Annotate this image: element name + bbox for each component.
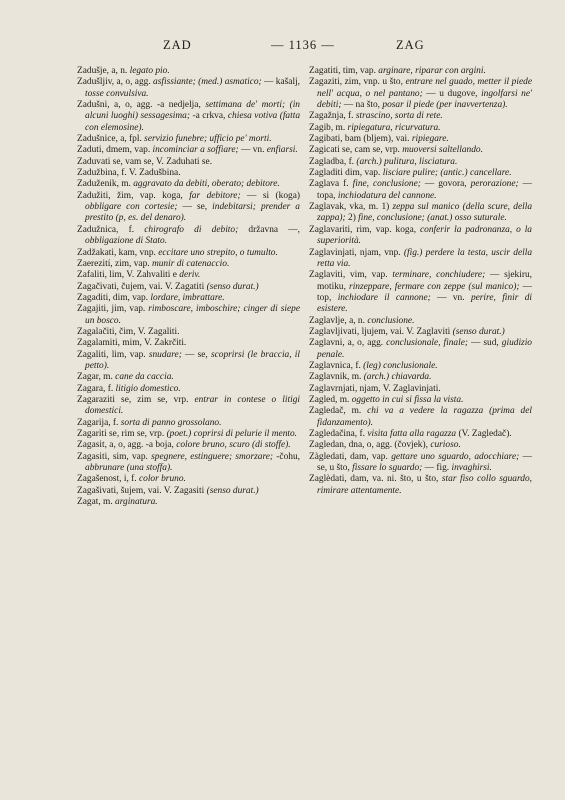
page-number: — 1136 — [271, 38, 335, 52]
entry-text: Zaglèdati, dam, va. ni. što, u što, [309, 474, 442, 485]
entry-definition: entrare nel guado, metter il piede nell' acqua, o nel pantano; [317, 77, 532, 99]
entry-text: Zadužnica, f. [77, 224, 145, 235]
entry-definition: tosse convulsiva. [85, 88, 149, 99]
entry-definition: perorazione; [470, 179, 519, 190]
entry-text: Zagaraziti se, zim se, vrp. [77, 394, 195, 405]
entry-definition: spegnere, estinguere; smorzare; [151, 451, 274, 462]
dictionary-entry [77, 304, 300, 327]
entry-definition: (fig.) perdere la testa, uscir della retta via. [317, 247, 533, 269]
dictionary-entry [309, 338, 532, 361]
dictionary-entry [309, 157, 532, 168]
dictionary-entry [309, 327, 532, 338]
entry-text: Zagledačina, f. [309, 429, 368, 439]
entry-text: Zagicati se, cam se, vrp. [309, 145, 403, 156]
entry-definition: posar il piede (per inavvertenza). [382, 100, 508, 111]
dictionary-entry [77, 282, 300, 293]
dictionary-entry [309, 225, 532, 248]
entry-definition: (arch.) pulitura, lisciatura. [356, 156, 458, 167]
entry-text: Zaglavinjati, njam, vnp. [309, 247, 404, 258]
dictionary-entry [77, 248, 300, 259]
entry-text: Zagib, m. [309, 122, 348, 133]
entry-definition: eccitare uno strepito, o tumulto. [158, 247, 278, 258]
entry-definition: chiesa votiva (fatta con elemosine). [85, 111, 301, 133]
entry-definition: strascino, sorta di rete. [355, 111, 443, 122]
entry-definition: inchiodare il cannone; [337, 292, 431, 303]
entry-definition: (leg) conclusionale. [363, 360, 438, 371]
entry-text: Zagasit, a, o, agg. -a boja, [77, 440, 177, 451]
dictionary-entry [77, 497, 300, 508]
dictionary-entry [77, 338, 300, 349]
dictionary-entry [77, 145, 300, 156]
entry-definition: ripiegatura, ricurvatura. [347, 122, 441, 133]
dictionary-entry [309, 384, 532, 395]
entry-text: Zagažnja, f. [309, 111, 356, 122]
entry-definition: color bruno. [138, 474, 186, 485]
dictionary-entry [309, 452, 532, 475]
entry-definition: legato pio. [129, 66, 170, 76]
entry-definition: (senso durat.) [206, 281, 259, 292]
dictionary-entry [309, 372, 532, 383]
dictionary-entry [309, 429, 532, 440]
entry-text: Zaglavnica, f. [309, 360, 364, 371]
dictionary-entry [77, 77, 300, 100]
entry-definition: (senso durat.) [452, 326, 505, 337]
dictionary-entry [309, 248, 532, 271]
entry-text: Zafaliti, lim, V. Zahvaliti e [77, 270, 180, 281]
entry-text: -a crkva, [189, 111, 228, 122]
entry-definition: asfissiante; (med.) asmatico; [153, 77, 262, 88]
entry-text: -čohu, [273, 451, 300, 462]
entry-text: — vn. [238, 145, 267, 156]
dictionary-entry [77, 66, 300, 77]
entry-definition: oggetto in cui si fissa la vista. [351, 394, 464, 405]
entry-text: — se, [177, 202, 213, 213]
entry-text: Zagled, m. [309, 394, 352, 405]
entry-definition: fine, conclusione; [352, 179, 421, 190]
dictionary-entry [309, 145, 532, 156]
dictionary-entry [309, 134, 532, 145]
dictionary-entry [77, 327, 300, 338]
entry-definition: munir di catenaccio. [151, 258, 230, 269]
dictionary-entry [309, 123, 532, 134]
entry-text: Zadužbina, f. V. Zadušbina. [77, 168, 181, 179]
dictionary-entry [309, 111, 532, 122]
entry-definition: lisciare pulire; (antic.) cancellare. [382, 168, 512, 179]
dictionary-entry [77, 191, 300, 225]
dictionary-entry [309, 179, 532, 202]
entry-text: Zadušljiv, a, o, agg. [77, 77, 154, 88]
left-column [77, 66, 300, 508]
entry-definition: snudare; [148, 349, 182, 360]
entry-text: Zagalačiti, čim, V. Zagaliti. [77, 326, 180, 337]
entry-definition: indebitarsi; prender a prestito (p, es. del denaro). [85, 202, 300, 224]
entry-text: — na što, [341, 100, 383, 111]
entry-definition: inchiodatura del cannone. [337, 190, 437, 201]
dictionary-entry [309, 168, 532, 179]
entry-definition: (arch.) chiavarda. [363, 372, 432, 383]
dictionary-entry [77, 429, 300, 440]
dictionary-entry [309, 440, 532, 451]
page-header [0, 38, 565, 54]
entry-definition: sorta di panno grossolano. [120, 417, 222, 428]
entry-definition: chi va a vedere la ragazza (prima del fidanzamento). [317, 406, 532, 428]
entry-text: Zaglavljivati, ljujem, vai. V. Zaglaviti [309, 326, 453, 337]
dictionary-entry [77, 350, 300, 373]
entry-definition: rimboscare, imboschire; cinger di siepe un bosco. [85, 304, 300, 326]
entry-text: Zagibati, bam (bljem), vai. [309, 134, 412, 145]
entry-definition: obbligazione di Stato. [85, 236, 168, 247]
entry-definition: abbrunare (una stoffa). [85, 463, 173, 474]
entry-definition: arginatura. [115, 497, 158, 508]
dictionary-entry [309, 474, 532, 497]
entry-text: Zaglavrnjati, njam, V. Zaglavinjati. [309, 383, 441, 394]
entry-definition: servizio funebre; ufficio pe' morti. [144, 134, 272, 145]
entry-text: Zagledan, dna, o, agg. (čovjek), [309, 440, 431, 451]
entry-text: Zagaziti, zim, vnp. u što, [309, 77, 406, 88]
dictionary-entry [309, 316, 532, 327]
entry-text: Zagaliti, lim, vap. [77, 349, 149, 360]
dictionary-entry [309, 406, 532, 429]
entry-text: Zaerezití, zim, vap. [77, 258, 152, 269]
entry-text: Zaglavni, a, o, agg. [309, 338, 387, 349]
entry-definition: star fiso collo sguardo, rimirare attentamente. [317, 474, 533, 496]
dictionary-entry [309, 270, 532, 315]
entry-text: Zagačivati, čujem, vai. V. Zagatiti [77, 281, 207, 292]
entry-definition: curioso. [430, 440, 461, 451]
entry-text: Zadušni, a, o, agg. -a nedjelja, [77, 100, 206, 111]
dictionary-entry [77, 474, 300, 485]
entry-definition: conclusione. [367, 315, 415, 326]
dictionary-entry [77, 384, 300, 395]
entry-definition: zeppa sul manico (della scure, della zappa); [317, 202, 533, 224]
dictionary-entry [309, 202, 532, 225]
entry-text: — kašalj, [261, 77, 301, 88]
entry-text: Zagalamiti, mim, V. Zakrčiti. [77, 338, 187, 349]
dictionary-entry [309, 77, 532, 111]
entry-definition: settimana de' morti; (in alcuni luoghi) sessagesima; [85, 100, 300, 122]
entry-text: Zaglava f. [309, 179, 353, 190]
entry-text: Zagar, m. [77, 372, 116, 383]
entry-definition: fissare lo sguardo; [352, 463, 423, 474]
dictionary-entry [77, 157, 300, 168]
entry-text: Zaduti, dmem, vap. [77, 145, 153, 156]
entry-text: (V. Zagledač). [456, 429, 512, 439]
entry-text: Zagladba, f. [309, 156, 357, 167]
dictionary-entry [77, 225, 300, 248]
entry-text: Zagladiti dim, vap. [309, 168, 383, 179]
entry-text: Zagat, m. [77, 497, 116, 508]
entry-definition: giudizio penale. [317, 338, 532, 360]
entry-definition: colore bruno, scuro (di stoffe). [176, 440, 291, 451]
dictionary-entry [77, 395, 300, 418]
entry-text: Zagariti se, rim se, vrp. [77, 429, 167, 439]
entry-text: Zadušnice, a, fpl. [77, 134, 145, 145]
dictionary-entry [77, 418, 300, 429]
dictionary-entry [309, 66, 532, 77]
entry-text: Zagaditi, dim, vap. [77, 292, 151, 303]
entry-text: — fig. [422, 463, 452, 474]
entry-definition: lordare, imbrattare. [150, 292, 225, 303]
dictionary-entry [77, 293, 300, 304]
dictionary-entry [77, 259, 300, 270]
entry-definition: (poet.) coprirsi di pelurie il mento. [166, 429, 298, 439]
dictionary-entry [77, 168, 300, 179]
entry-definition: incominciar a soffiare; [152, 145, 239, 156]
entry-text: Zaglavak, vka, m. 1) [309, 202, 393, 213]
entry-text: državna —, [238, 224, 300, 235]
entry-definition: litigio domestico. [115, 383, 181, 394]
entry-definition: gettare uno sguardo, adocchiare; [391, 451, 520, 462]
entry-text: Zagarija, f. [77, 417, 121, 428]
dictionary-entry [77, 440, 300, 451]
header-left-guideword: ZAD [163, 38, 192, 52]
entry-definition: obbligare con cortesie; [85, 202, 178, 213]
entry-definition: arginare, riparar con argini. [378, 66, 486, 76]
entry-definition: terminare, conchiudere; [392, 270, 486, 281]
entry-text: Zagara, f. [77, 383, 116, 394]
entry-definition: aggravato da debiti, oberato; debitore. [133, 179, 280, 190]
dictionary-entry [309, 361, 532, 372]
entry-text: Zaduvati se, vam se, V. Zaduhati se. [77, 156, 213, 167]
dictionary-entry [77, 179, 300, 190]
entry-text: — topa, [317, 179, 533, 201]
entry-text: — se, [181, 349, 211, 360]
entry-text: Zagašivati, šujem, vai. V. Zagasiti [77, 485, 207, 496]
entry-definition: chirografo di debito; [144, 224, 239, 235]
entry-definition: ingolfarsi ne' debiti; [317, 88, 532, 111]
entry-definition: (senso durat.) [206, 485, 259, 496]
entry-definition: visita fatta alla ragazza [367, 429, 457, 439]
entry-definition: deriv. [179, 270, 201, 281]
entry-text: — top, [317, 281, 532, 303]
entry-definition: invaghirsi. [451, 463, 492, 474]
entry-definition: entrar in contese o litigi domestici. [85, 394, 300, 417]
entry-text: Zagajiti, jim, vap. [77, 304, 149, 315]
entry-text: — sud, [468, 338, 502, 349]
dictionary-entry [77, 134, 300, 145]
entry-definition: perire, finir di esistere. [317, 292, 532, 315]
entry-text: Zagasiti, sim, vap. [77, 451, 152, 462]
entry-text: Zagatiti, tim, vap. [309, 66, 379, 76]
entry-text: Zaglavlje, a, n. [309, 315, 368, 326]
entry-definition: conclusionale, finale; [386, 338, 469, 349]
dictionary-entry [77, 372, 300, 383]
entry-text: 2) [345, 213, 359, 224]
entry-text: — si (koga) [240, 190, 300, 201]
entry-text: Zadužiti, žim, vap. koga, [77, 190, 190, 201]
entry-text: — se, u što, [317, 451, 533, 474]
header-right-guideword: ZAG [396, 38, 425, 52]
entry-definition: fine, conclusione; (anat.) osso suturale. [358, 213, 507, 224]
entry-definition: ripiegare. [411, 134, 449, 145]
entry-text: — u dugove, [422, 88, 482, 99]
entry-text: Zaduženik, m. [77, 179, 134, 190]
entry-text: Zadžakati, kam, vnp. [77, 247, 159, 258]
entry-definition: far debitore; [189, 190, 241, 201]
dictionary-entry [309, 395, 532, 406]
dictionary-entry [77, 100, 300, 134]
entry-text: Zagledač, m. [309, 406, 368, 417]
dictionary-entry [77, 270, 300, 281]
entry-text: — govora, [420, 179, 471, 190]
entry-text: Zadušje, a, n. [77, 66, 130, 76]
dictionary-entry [77, 452, 300, 475]
entry-text: — vn. [430, 292, 471, 303]
dictionary-entry [77, 486, 300, 497]
entry-definition: scoprirsi (le braccia, il petto). [85, 349, 300, 371]
entry-text: Zaglavariti, rim, vap. koga, [309, 224, 420, 235]
entry-definition: cane da caccia. [115, 372, 174, 383]
right-column [309, 66, 532, 497]
entry-definition: rinzeppare, fermare con zeppe (sul manico); [349, 281, 520, 292]
entry-definition: enfiarsi. [266, 145, 298, 156]
entry-text: Zaglaviti, vim, vap. [309, 270, 393, 281]
entry-text: Zaglavnik, m. [309, 372, 364, 383]
entry-text: — sjekiru, motiku, [317, 270, 532, 292]
entry-text: Zàgledati, dam, vap. [309, 451, 392, 462]
entry-definition: conferir la padronanza, o la superiorità. [317, 224, 532, 247]
entry-text: Zagašenost, i, f. [77, 474, 139, 485]
entry-definition: muoversi saltellando. [402, 145, 483, 156]
